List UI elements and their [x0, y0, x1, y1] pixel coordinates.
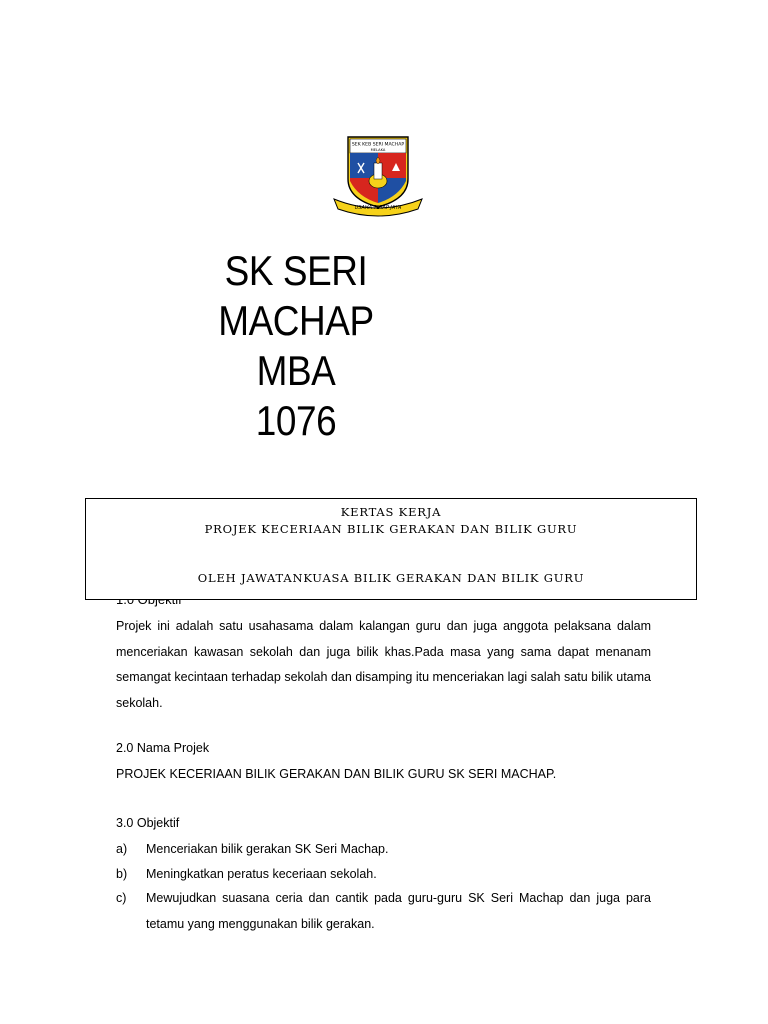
section-3-heading: 3.0 Objektif: [116, 816, 180, 830]
objective-text-c: Mewujudkan suasana ceria dan cantik pada guru-guru SK Seri Machap dan juga para tetamu yang menggunakan bilik gerakan.: [146, 891, 651, 931]
section-1-paragraph: Projek ini adalah satu usahasama dalam kalangan guru dan juga anggota pelaksana dalam menceriakan kawasan sekolah dan juga bilik khas.Pada masa yang sama dapat menanam semangat kecintaan terhadap sekolah dan disamping itu menceriakan lagi salah satu bilik utama sekolah.: [116, 619, 651, 710]
school-name-line-2: MACHAP: [218, 297, 374, 344]
school-name-heading: [199, 246, 393, 446]
crest-top-text: SEK KEB SERI MACHAP: [351, 142, 405, 148]
objective-marker-b: b): [116, 867, 128, 881]
school-crest-icon: [328, 133, 428, 217]
section-2-text: PROJEK KECERIAAN BILIK GERAKAN DAN BILIK GURU SK SERI MACHAP.: [116, 767, 557, 781]
school-name-line-3: MBA: [256, 347, 336, 394]
objective-marker-a: a): [116, 842, 128, 856]
working-paper-title-box: [85, 498, 697, 600]
objective-text-a: Menceriakan bilik gerakan SK Seri Machap.: [146, 842, 389, 856]
title-box-line-1: KERTAS KERJA: [340, 505, 442, 519]
objective-text-b: Meningkatkan peratus keceriaan sekolah.: [146, 867, 377, 881]
title-box-line-2: PROJEK KECERIAAN BILIK GERAKAN DAN BILIK GURU: [204, 522, 578, 536]
school-name-line-1: SK SERI: [224, 247, 368, 294]
crest-sub-text: MELAKA: [370, 148, 386, 152]
section-2-heading: 2.0 Nama Projek: [116, 741, 210, 755]
school-name-line-4: 1076: [255, 397, 337, 444]
crest-motto: USAHA TETAP JAYA: [354, 205, 402, 211]
objective-marker-c: c): [116, 891, 127, 905]
title-box-line-3: OLEH JAWATANKUASA BILIK GERAKAN DAN BILIK GURU: [197, 571, 585, 585]
